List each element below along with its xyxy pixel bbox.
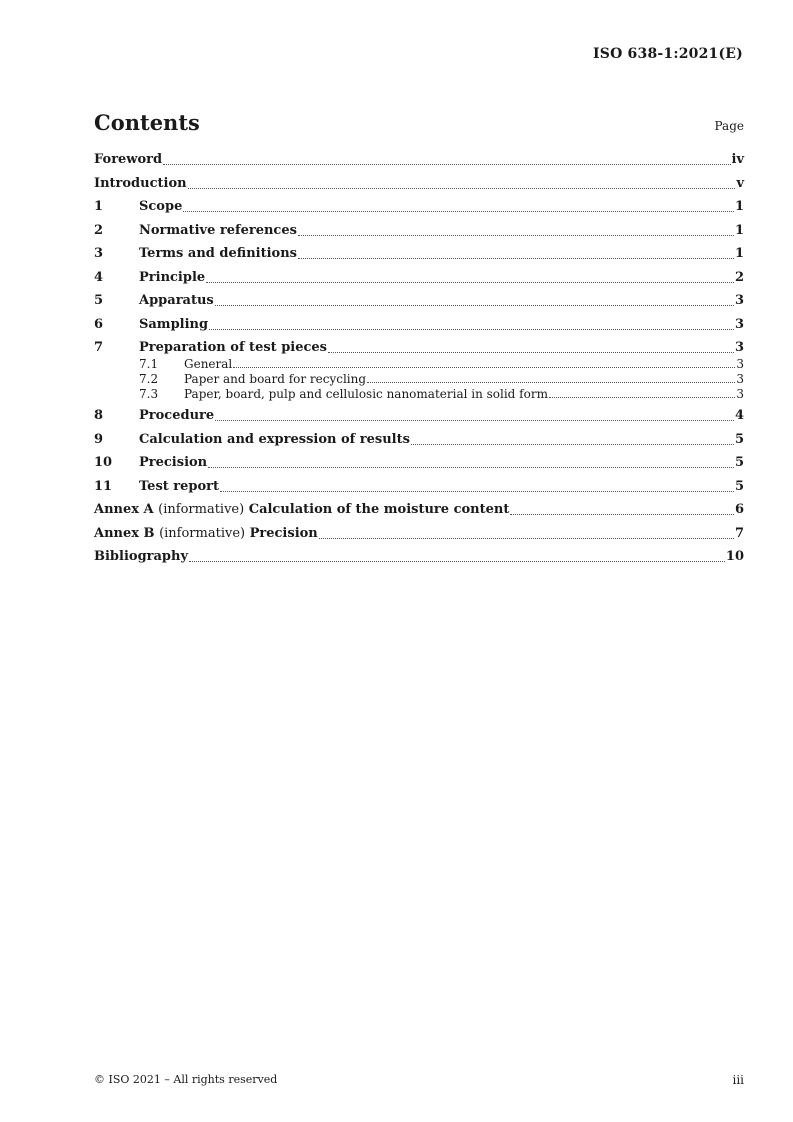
toc-entry-annex-b[interactable]	[94, 526, 744, 542]
dot-leader	[208, 466, 734, 468]
toc-entry-number: 5	[94, 293, 104, 308]
annex-label: Annex B	[94, 525, 155, 541]
toc-entry-title: Calculation and expression of results	[139, 431, 410, 447]
toc-entry-scope[interactable]	[94, 199, 744, 215]
toc-subentry-paper-board-pulp-nanomaterial[interactable]	[94, 388, 744, 400]
toc-entry-number: 7	[94, 340, 104, 355]
toc-entry-title: Sampling	[139, 316, 209, 332]
toc-entry-title: Terms and definitions	[139, 246, 297, 261]
dot-leader	[298, 257, 734, 259]
page-column-label: Page	[714, 119, 744, 133]
dot-leader	[215, 419, 734, 421]
dot-leader	[549, 396, 735, 398]
toc-entry-page: 3	[734, 316, 744, 332]
toc-entry-terms-and-definitions[interactable]	[94, 246, 744, 262]
toc-subentry-number: 7.3	[139, 387, 159, 401]
toc-entry-procedure[interactable]	[94, 408, 744, 424]
toc-entry-title: Principle	[139, 269, 206, 285]
toc-entry-apparatus[interactable]	[94, 293, 744, 309]
dot-leader	[183, 210, 734, 212]
dot-leader	[220, 490, 734, 492]
toc-entry-number: 4	[94, 269, 104, 285]
toc-entry-title: Procedure	[139, 408, 215, 423]
toc-entry-number: 11	[94, 478, 113, 494]
toc-annex-title	[94, 502, 509, 518]
toc-entry-page: iv	[731, 152, 744, 167]
toc-entry-page: 6	[734, 502, 744, 517]
toc-entry-page: 4	[734, 408, 744, 423]
toc-entry-foreword[interactable]	[94, 152, 744, 168]
dot-leader	[411, 443, 734, 445]
toc-entry-title: Bibliography	[94, 549, 189, 564]
contents-title: Contents	[94, 110, 200, 135]
dot-leader	[163, 163, 730, 165]
toc-entry-precision[interactable]	[94, 455, 744, 471]
toc-entry-bibliography[interactable]	[94, 549, 744, 565]
toc-entry-preparation-of-test-pieces[interactable]	[94, 340, 744, 356]
toc-entry-introduction[interactable]	[94, 176, 744, 192]
dot-leader	[188, 187, 736, 189]
dot-leader	[510, 513, 734, 515]
annex-type: (informative)	[159, 525, 246, 541]
contents-header	[94, 110, 744, 140]
toc-entry-page: 5	[734, 455, 744, 470]
toc-entry-calculation-and-expression[interactable]	[94, 432, 744, 448]
toc-entry-number: 6	[94, 316, 104, 332]
toc-entry-title: Normative references	[139, 222, 297, 238]
dot-leader	[298, 234, 734, 236]
toc-entry-page: 2	[734, 269, 744, 285]
copyright-notice: © ISO 2021 – All rights reserved	[94, 1073, 278, 1086]
dot-leader	[367, 381, 735, 383]
toc-subentry-page: 3	[736, 387, 744, 401]
toc-entry-page: 1	[734, 199, 744, 214]
toc-entry-number: 10	[94, 455, 113, 470]
annex-label: Annex A	[94, 502, 154, 517]
toc-entry-title: Precision	[139, 455, 208, 470]
annex-heading: Calculation of the moisture content	[248, 502, 510, 517]
toc-entry-page: 5	[734, 431, 744, 447]
toc-entry-sampling[interactable]	[94, 317, 744, 333]
toc-entry-number: 3	[94, 246, 104, 261]
table-of-contents	[94, 152, 744, 573]
toc-entry-page: 1	[734, 246, 744, 261]
toc-entry-page: v	[736, 175, 744, 191]
toc-entry-page: 3	[734, 293, 744, 308]
toc-subentry-page: 3	[736, 357, 744, 371]
toc-entry-annex-a[interactable]	[94, 502, 744, 518]
toc-entry-title: Preparation of test pieces	[139, 340, 327, 355]
dot-leader	[319, 537, 734, 539]
dot-leader	[209, 328, 734, 330]
dot-leader	[215, 304, 734, 306]
toc-subentry-number: 7.1	[139, 357, 159, 371]
toc-entry-number: 2	[94, 222, 104, 238]
toc-subentry-title: Paper, board, pulp and cellulosic nanomaterial in solid form	[184, 387, 548, 401]
annex-type: (informative)	[158, 502, 245, 517]
toc-entry-page: 7	[734, 525, 744, 541]
toc-entry-page: 3	[734, 340, 744, 355]
toc-entry-principle[interactable]	[94, 270, 744, 286]
document-id: ISO 638-1:2021(E)	[593, 46, 743, 62]
dot-leader	[189, 560, 725, 562]
toc-entry-page: 10	[725, 549, 744, 564]
toc-entry-number: 8	[94, 408, 104, 423]
toc-entry-title: Introduction	[94, 175, 187, 191]
toc-entry-test-report[interactable]	[94, 479, 744, 495]
toc-entry-number: 1	[94, 199, 104, 214]
annex-heading: Precision	[249, 525, 318, 541]
toc-subentry-paper-and-board-for-recycling[interactable]	[94, 373, 744, 385]
page-number: iii	[732, 1073, 744, 1087]
toc-subentry-general[interactable]	[94, 358, 744, 370]
dot-leader	[233, 366, 735, 368]
toc-entry-normative-references[interactable]	[94, 223, 744, 239]
toc-entry-page: 5	[734, 478, 744, 494]
toc-annex-title	[94, 526, 318, 542]
page-footer	[94, 1073, 744, 1089]
dot-leader	[328, 351, 734, 353]
toc-subentry-title: General	[184, 357, 233, 371]
toc-subentry-title: Paper and board for recycling	[184, 372, 367, 386]
toc-entry-title: Apparatus	[139, 293, 214, 308]
dot-leader	[206, 281, 734, 283]
toc-subentry-number: 7.2	[139, 372, 159, 386]
toc-entry-title: Foreword	[94, 152, 163, 167]
toc-entry-number: 9	[94, 431, 104, 447]
toc-subentry-page: 3	[736, 372, 744, 386]
toc-entry-page: 1	[734, 222, 744, 238]
toc-entry-title: Test report	[139, 478, 220, 494]
toc-entry-title: Scope	[139, 199, 183, 214]
